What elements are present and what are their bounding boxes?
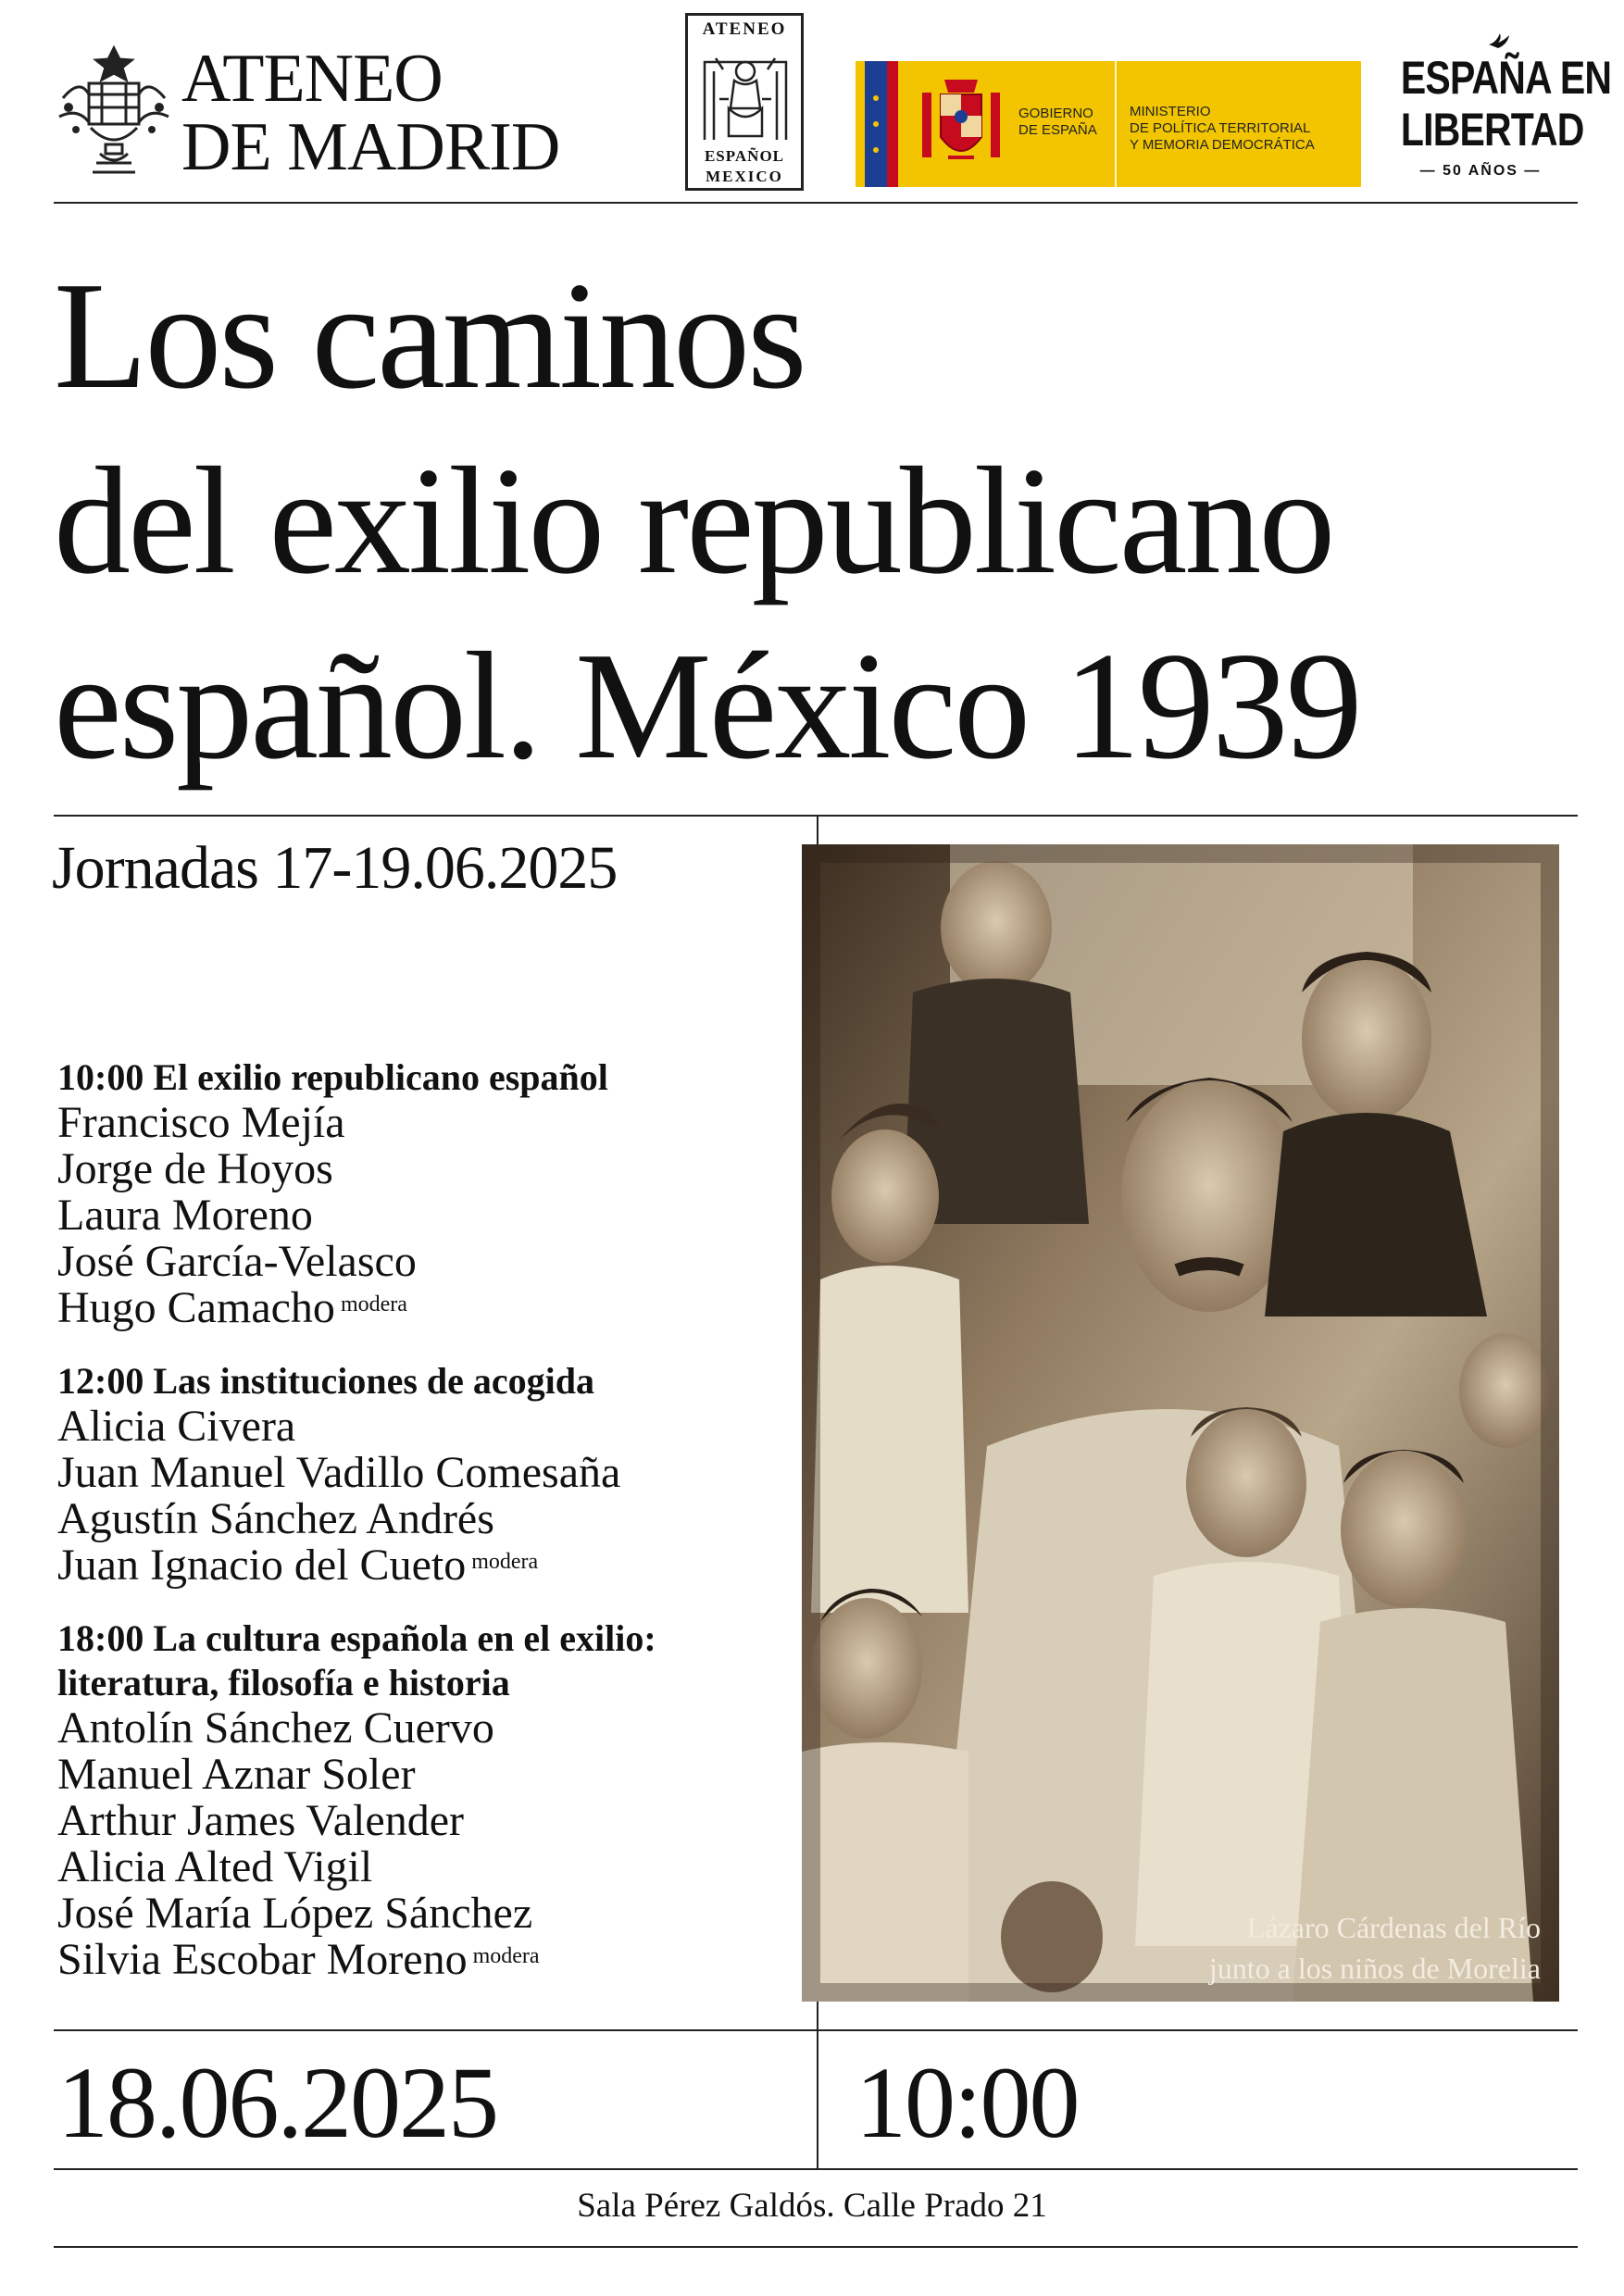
ateneo-madrid-wordmark: [181, 41, 560, 185]
session-heading-line1: 18:00 La cultura española en el exilio:: [57, 1617, 656, 1659]
speaker: Jorge de Hoyos: [57, 1144, 333, 1193]
eu-spain-flag-icon: [856, 61, 898, 187]
gobierno-espana-logo: [856, 61, 1361, 187]
speaker: Manuel Aznar Soler: [57, 1750, 416, 1799]
title-divider: [54, 815, 1578, 817]
caption-line1: Lázaro Cárdenas del Río: [1246, 1911, 1541, 1944]
moderator-label: modera: [472, 1944, 540, 1968]
session-2: [57, 1359, 798, 1589]
libertad-years: 50 AÑOS: [1443, 163, 1518, 179]
speaker: Alicia Alted Vigil: [57, 1842, 373, 1891]
speaker: Alicia Civera: [57, 1402, 296, 1451]
caption-line2: junto a los niños de Morelia: [1208, 1952, 1541, 1985]
speaker: José María López Sánchez: [57, 1889, 533, 1938]
libertad-line1: ESPAÑA EN: [1400, 52, 1612, 104]
moderator-label: modera: [471, 1550, 539, 1574]
speaker: Agustín Sánchez Andrés: [57, 1494, 494, 1543]
gobierno-label: [1018, 106, 1097, 139]
moderator: [57, 1285, 798, 1331]
session-3: [57, 1616, 798, 1983]
libertad-line3: — 50 AÑOS —: [1419, 163, 1542, 179]
ministerio-label: [1130, 104, 1315, 154]
gobierno-line1b: DE ESPAÑA: [1018, 122, 1097, 138]
event-date: 18.06.2025: [57, 2046, 497, 2159]
title-line3: español. México 1939: [54, 620, 1360, 791]
dove-icon: [1487, 28, 1511, 52]
speaker: Francisco Mejía: [57, 1098, 345, 1147]
speaker: Laura Moreno: [57, 1191, 313, 1240]
program-sessions: [57, 1055, 798, 2011]
speaker: José García-Velasco: [57, 1237, 417, 1286]
ateneo-mexico-bottom1: ESPAÑOL: [704, 147, 785, 165]
sepia-photo-placeholder: [802, 844, 1559, 2002]
speaker: Arthur James Valender: [57, 1796, 464, 1845]
libertad-line2: LIBERTAD: [1400, 104, 1584, 156]
moderator-name: Juan Ignacio del Cueto: [57, 1541, 467, 1590]
ateneo-mexico-top: ATENEO: [702, 19, 787, 39]
date-top-divider: [54, 2029, 1578, 2031]
photo-caption: [1209, 1907, 1541, 1989]
spain-coat-of-arms-icon: [917, 74, 1006, 174]
moderator-name: Hugo Camacho: [57, 1283, 335, 1332]
event-venue: Sala Pérez Galdós. Calle Prado 21: [577, 2187, 1047, 2225]
session-heading-line2: literatura, filosofía e historia: [57, 1662, 510, 1703]
ministerio-line2: DE POLÍTICA TERRITORIAL: [1130, 120, 1311, 136]
title-line1: Los caminos: [54, 250, 805, 420]
ateneo-madrid-crest-icon: [54, 43, 174, 181]
moderator-label: modera: [340, 1292, 407, 1316]
footer-divider: [54, 2246, 1578, 2248]
espana-en-libertad-logo: [1383, 28, 1612, 194]
ateneo-mexico-bottom2: MEXICO: [706, 168, 783, 185]
date-bottom-divider: [54, 2168, 1578, 2170]
jornadas-dates: Jornadas 17-19.06.2025: [52, 834, 618, 902]
ministerio-line1: MINISTERIO: [1130, 104, 1211, 119]
session-heading: 12:00 Las instituciones de acogida: [57, 1360, 595, 1402]
gobierno-divider: [1115, 61, 1117, 187]
session-heading: 10:00 El exilio republicano español: [57, 1056, 608, 1098]
ateneo-madrid-line1: ATENEO: [181, 41, 443, 117]
ateneo-madrid-line2: DE MADRID: [181, 109, 560, 185]
event-time: 10:00: [856, 2046, 1079, 2159]
session-1: [57, 1055, 798, 1331]
date-time-divider: [817, 2029, 818, 2168]
historic-photo: [802, 844, 1559, 2002]
header-divider: [54, 202, 1578, 204]
moderator: [57, 1542, 798, 1589]
speaker: Antolín Sánchez Cuervo: [57, 1703, 494, 1753]
minerva-emblem-icon: [697, 44, 793, 145]
ministerio-line3: Y MEMORIA DEMOCRÁTICA: [1130, 137, 1315, 153]
gobierno-line1a: GOBIERNO: [1018, 106, 1093, 121]
moderator-name: Silvia Escobar Moreno: [57, 1935, 468, 1984]
page-title: [54, 243, 1591, 798]
moderator: [57, 1937, 798, 1983]
title-line2: del exilio republicano: [54, 435, 1333, 605]
ateneo-espanol-mexico-logo: [685, 13, 804, 191]
speaker: Juan Manuel Vadillo Comesaña: [57, 1448, 621, 1497]
